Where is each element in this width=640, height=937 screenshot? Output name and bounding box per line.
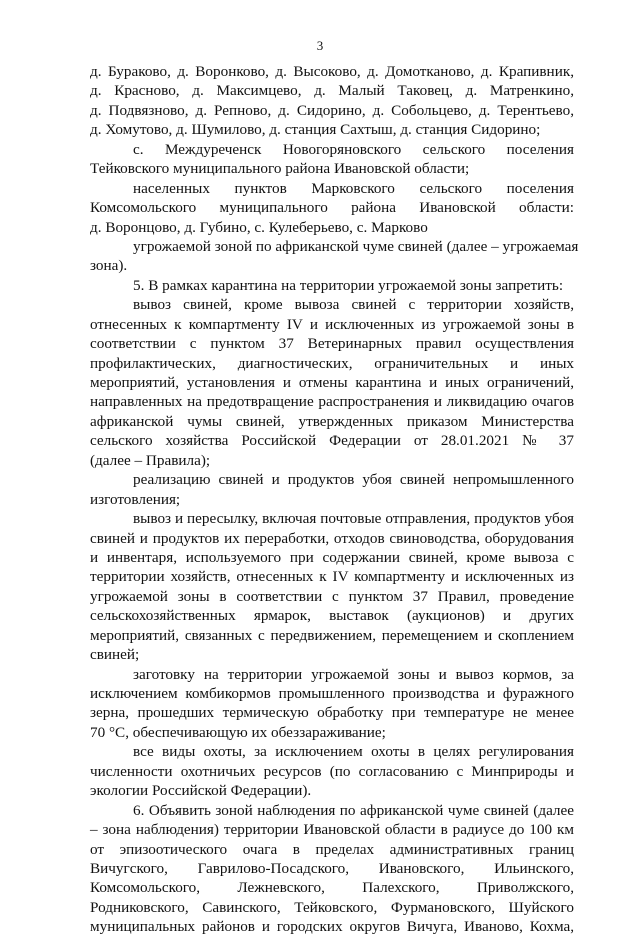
text-line: и инвентаря, используемого при содержании свиней, кроме вывоза с: [90, 548, 574, 566]
text-line: д. Красново, д. Максимцево, д. Малый Таковец, д. Матренкино,: [90, 82, 574, 100]
text-line: заготовку на территории угрожаемой зоны и вывоз кормов, за: [133, 665, 574, 683]
text-line: – зона наблюдения) территории Ивановской области в радиусе до 100 км: [90, 821, 574, 839]
text-line: сельскохозяйственных ярмарок, выставок (аукционов) и других: [90, 607, 574, 625]
text-line: территории хозяйств, отнесенных к IV компартменту и исключенных из: [90, 568, 574, 586]
document-body: [90, 62, 579, 937]
text-line: д. Подвязново, д. Репново, д. Сидорино, д. Собольцево, д. Терентьево,: [90, 101, 574, 119]
text-line: сельского хозяйства Российской Федерации от 28.01.2021 № 37: [90, 432, 574, 450]
text-line: зона).: [90, 257, 128, 275]
text-line: Комсомольского муниципального района Ивановской области:: [90, 199, 574, 217]
text-line: угрожаемой зоны в соответствии с пунктом 37 Правил, проведение: [90, 587, 574, 605]
text-line: муниципальных районов и городских округов Вичуга, Иваново, Кохма,: [90, 918, 574, 936]
text-line: с. Междуреченск Новогоряновского сельского поселения: [133, 140, 574, 158]
text-line: соответствии с пунктом 37 Ветеринарных правил осуществления: [90, 335, 574, 353]
text-line: вывоз свиней, кроме вывоза свиней с территории хозяйств,: [133, 296, 574, 314]
text-line: изготовления;: [90, 490, 181, 508]
text-line: Родниковского, Савинского, Тейковского, Фурмановского, Шуйского: [90, 898, 574, 916]
text-line: мероприятий, связанных с передвижением, перемещением и скоплением: [90, 626, 574, 644]
text-line: Вичугского, Гаврилово-Посадского, Ивановского, Ильинского,: [90, 859, 574, 877]
text-line: угрожаемой зоной по африканской чуме свиней (далее – угрожаемая: [133, 237, 579, 255]
text-line: вывоз и пересылку, включая почтовые отправления, продуктов убоя: [133, 510, 574, 528]
text-line: исключением комбикормов промышленного производства и фуражного: [90, 685, 574, 702]
text-line: 6. Объявить зоной наблюдения по африканской чуме свиней (далее: [133, 801, 574, 819]
text-line: (далее – Правила);: [90, 451, 211, 469]
text-line: населенных пунктов Марковского сельского поселения: [133, 179, 574, 197]
text-line: от эпизоотического очага в пределах административных границ: [90, 840, 574, 858]
text-line: свиней и продуктов их переработки, отходов свиноводства, оборудования: [90, 529, 574, 547]
text-line: д. Бураково, д. Воронково, д. Высоково, д. Домотканово, д. Крапивник,: [90, 63, 574, 80]
text-line: все виды охоты, за исключением охоты в целях регулирования: [133, 743, 574, 761]
text-line: д. Воронцово, д. Губино, с. Кулеберьево, с. Марково: [90, 218, 428, 236]
text-line: реализацию свиней и продуктов убоя свиней непромышленного: [133, 471, 574, 489]
text-line: зерна, прошедших термическую обработку при температуре не менее: [90, 704, 574, 722]
text-line: 5. В рамках карантина на территории угрожаемой зоны запретить:: [133, 276, 564, 294]
text-line: Комсомольского, Лежневского, Палехского, Приволжского,: [90, 879, 574, 897]
text-line: 70 °С, обеспечивающую их обеззараживание;: [90, 723, 386, 741]
page-number: 3: [316, 38, 324, 53]
text-line: мероприятий, установления и отмены карантина и иных ограничений,: [90, 374, 574, 391]
text-line: численности охотничьих ресурсов (по согласованию с Минприроды и: [90, 762, 574, 780]
text-line: направленных на предотвращение распространения и ликвидацию очагов: [90, 393, 574, 411]
text-line: д. Хомутово, д. Шумилово, д. станция Сахтыш, д. станция Сидорино;: [90, 121, 541, 139]
text-line: отнесенных к компартменту IV и исключенных из угрожаемой зоны в: [90, 315, 574, 333]
text-line: профилактических, диагностических, ограничительных и иных: [90, 354, 574, 372]
text-line: африканской чумы свиней, утвержденных приказом Министерства: [90, 412, 574, 430]
text-line: свиней;: [90, 646, 140, 664]
text-line: экологии Российской Федерации).: [90, 782, 312, 800]
text-line: Тейковского муниципального района Ивановской области;: [90, 160, 470, 178]
